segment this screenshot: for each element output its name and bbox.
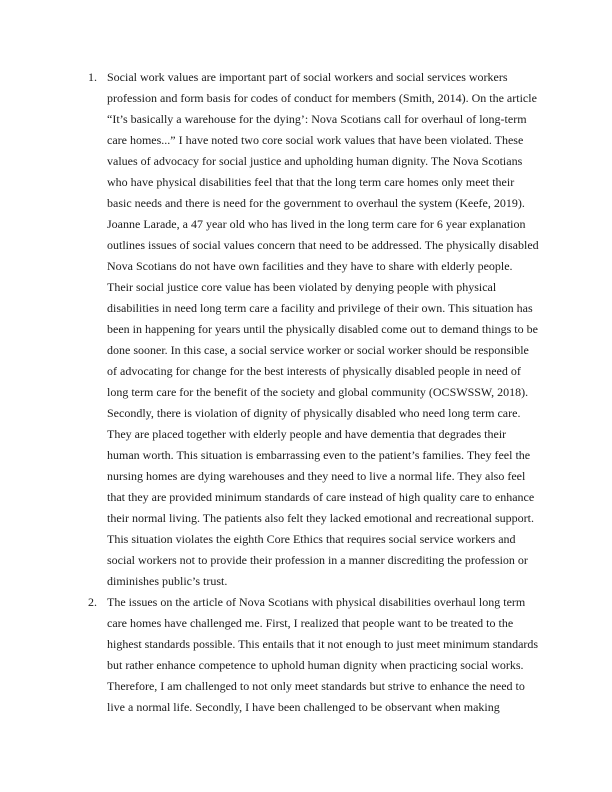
paragraph-line: social workers not to provide their profession in a manner discrediting the profession or (107, 553, 528, 567)
paragraph-line: This situation violates the eighth Core Ethics that requires social service workers and (107, 532, 516, 546)
list-item-number: 2. (88, 595, 97, 609)
paragraph-line: care homes...” I have noted two core social work values that have been violated. These (107, 133, 524, 147)
paragraph-line: disabilities in need long term care a facility and privilege of their own. This situation has (107, 301, 533, 315)
paragraph-line: The issues on the article of Nova Scotians with physical disabilities overhaul long term (107, 595, 526, 609)
paragraph-line: care homes have challenged me. First, I realized that people want to be treated to the (107, 616, 514, 630)
paragraph-line: nursing homes are dying warehouses and they need to live a normal life. They also feel (107, 469, 526, 483)
list-item (0, 67, 612, 592)
paragraph-line: “It’s basically a warehouse for the dying’: Nova Scotians call for overhaul of long-term (107, 112, 527, 126)
paragraph-line: who have physical disabilities feel that that the long term care homes only meet their (107, 175, 515, 189)
list-item (0, 592, 612, 718)
paragraph-line: been in happening for years until the physically disabled come out to demand things to be (107, 322, 538, 336)
paragraph-line: values of advocacy for social justice and upholding human dignity. The Nova Scotians (107, 154, 523, 168)
paragraph-line: human worth. This situation is embarrassing even to the patient’s families. They feel the (107, 448, 531, 462)
paragraph-line: live a normal life. Secondly, I have been challenged to be observant when making (107, 700, 500, 714)
paragraph-line: Social work values are important part of social workers and social services workers (107, 70, 508, 84)
paragraph-line: Joanne Larade, a 47 year old who has lived in the long term care for 6 year explanation (107, 217, 526, 231)
paragraph-line: long term care for the benefit of the society and global community (OCSWSSW, 2018). (107, 385, 529, 399)
paragraph-line: but rather enhance competence to uphold human dignity when practicing social works. (107, 658, 524, 672)
paragraph-line: Therefore, I am challenged to not only meet standards but strive to enhance the need to (107, 679, 525, 693)
paragraph-line: diminishes public’s trust. (107, 574, 228, 588)
paragraph-line: done sooner. In this case, a social service worker or social worker should be responsible (107, 343, 529, 357)
list-item-number: 1. (88, 70, 97, 84)
paragraph-line: Secondly, there is violation of dignity of physically disabled who need long term care. (107, 406, 521, 420)
paragraph-line: that they are provided minimum standards of care instead of high quality care to enhance (107, 490, 535, 504)
paragraph-line: profession and form basis for codes of conduct for members (Smith, 2014). On the article (107, 91, 537, 105)
paragraph-line: Nova Scotians do not have own facilities and they have to share with elderly people. (107, 259, 513, 273)
paragraph-line: basic needs and there is need for the government to overhaul the system (Keefe, 2019). (107, 196, 525, 210)
paragraph-line: of advocating for change for the best interests of physically disabled people in need of (107, 364, 521, 378)
paragraph-line: outlines issues of social values concern that need to be addressed. The physically disabled (107, 238, 539, 252)
paragraph-line: their normal living. The patients also felt they lacked emotional and recreational support. (107, 511, 534, 525)
numbered-list (0, 67, 612, 718)
paragraph-line: Their social justice core value has been violated by denying people with physical (107, 280, 497, 294)
paragraph-line: They are placed together with elderly people and have dementia that degrades their (107, 427, 507, 441)
paragraph-line: highest standards possible. This entails that it not enough to just meet minimum standards (107, 637, 539, 651)
